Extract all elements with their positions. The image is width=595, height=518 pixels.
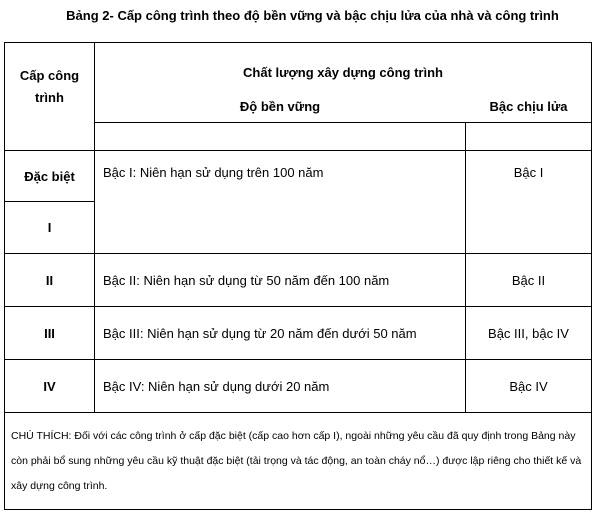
table-note: CHÚ THÍCH: Đối với các công trình ở cấp đặc biệt (cấp cao hơn cấp I), ngoài những yêu cầu đã quy định trong Bảng này còn phải bổ sung những yêu cầu kỹ thuật đặc biệt (tải trọng và tác động, an toàn cháy nổ…) được lập riêng cho thiết kế và xây dựng công trình. (5, 413, 592, 510)
header-cap-cong-trinh: Cấp công trình (5, 43, 95, 151)
header-do-ben-vung: Độ bền vững (95, 99, 466, 127)
row-cap-iv: IV (5, 360, 95, 413)
header-chat-luong: Chất lượng xây dựng công trình (95, 43, 592, 123)
row-bac-lua-3: Bậc III, bậc IV (466, 307, 592, 360)
table-row (5, 307, 592, 360)
row-do-ben-bac-1: Bậc I: Niên hạn sử dụng trên 100 năm (95, 151, 466, 254)
row-cap-iii: III (5, 307, 95, 360)
row-do-ben-bac-3: Bậc III: Niên hạn sử dụng từ 20 năm đến dưới 50 năm (95, 307, 466, 360)
classification-table (4, 42, 592, 510)
row-cap-i: I (5, 202, 95, 254)
table-title: Bảng 2- Cấp công trình theo độ bền vững và bậc chịu lửa của nhà và công trình (66, 8, 559, 23)
table-row (5, 360, 592, 413)
row-bac-lua-4: Bậc IV (466, 360, 592, 413)
row-bac-lua-1: Bậc I (466, 151, 592, 254)
table-row (5, 254, 592, 307)
row-cap-ii: II (5, 254, 95, 307)
row-cap-dac-biet: Đặc biệt (5, 151, 95, 202)
row-do-ben-bac-2: Bậc II: Niên hạn sử dụng từ 50 năm đến 100 năm (95, 254, 466, 307)
table-row (5, 151, 592, 202)
row-do-ben-bac-4: Bậc IV: Niên hạn sử dụng dưới 20 năm (95, 360, 466, 413)
header-bac-chiu-lua: Bậc chịu lửa (466, 99, 592, 127)
note-row (5, 413, 592, 510)
row-bac-lua-2: Bậc II (466, 254, 592, 307)
